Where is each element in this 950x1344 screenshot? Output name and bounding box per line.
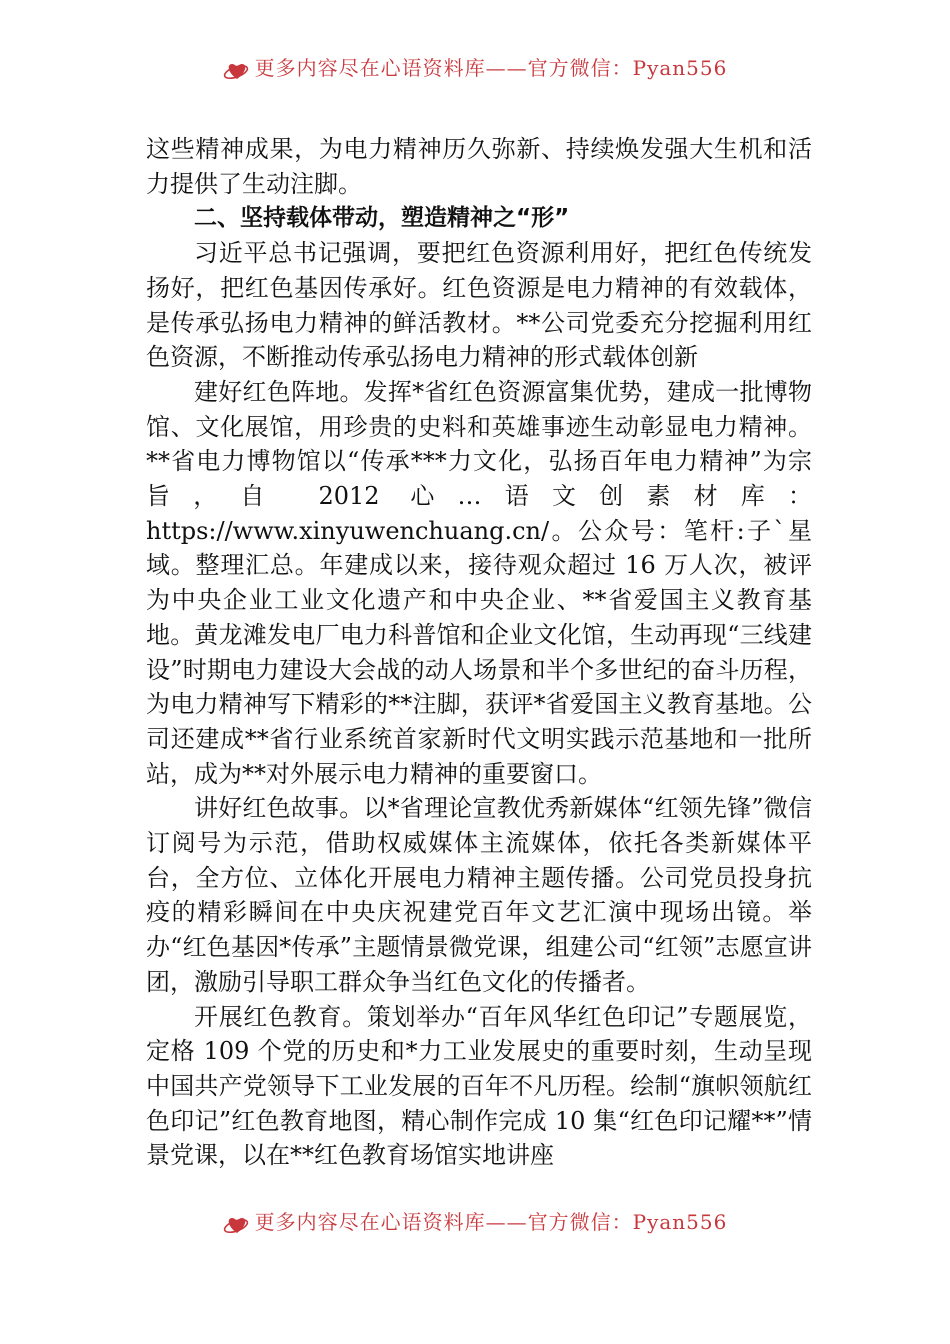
paragraph-intro: 习近平总书记强调，要把红色资源利用好，把红色传统发扬好，把红色基因传承好。红色资源是电力精神的有效载体，是传承弘扬电力精神的鲜活教材。**公司党委充分挖掘利用红色资源，不断推动传承弘扬电力精神的形式载体创新 <box>146 239 812 372</box>
heart-ring-logo-icon <box>223 59 251 83</box>
heart-ring-logo-icon <box>223 1213 251 1237</box>
paragraph-continuation: 这些精神成果，为电力精神历久弥新、持续焕发强大生机和活力提供了生动注脚。 <box>146 135 812 198</box>
header-watermark <box>0 56 950 86</box>
paragraph-red-education: 开展红色教育。策划举办“百年风华红色印记”专题展览，定格 109 个党的历史和*力工业发展史的重要时刻，生动呈现中国共产党领导下工业发展的百年不凡历程。绘制“旗帜领航红色印记”红色教育地图，精心制作完成 10 集“红色印记耀**”情景党课，以在**红色教育场馆实地讲座 <box>146 1002 812 1170</box>
paragraph-red-stories: 讲好红色故事。以*省理论宣教优秀新媒体“红领先锋”微信订阅号为示范，借助权威媒体主流媒体，依托各类新媒体平台，全方位、立体化开展电力精神主题传播。公司党员投身抗疫的精彩瞬间在中央庆祝建党百年文艺汇演中现场出镜。举办“红色基因*传承”主题情景微党课，组建公司“红领”志愿宣讲团，激励引导职工群众争当红色文化的传播者。 <box>146 794 812 996</box>
footer-watermark <box>0 1210 950 1240</box>
watermark-text: 更多内容尽在心语资料库——官方微信：Pyan556 <box>254 56 728 80</box>
paragraph-red-bases: 建好红色阵地。发挥*省红色资源富集优势，建成一批博物馆、文化展馆，用珍贵的史料和英雄事迹生动彰显电力精神。**省电力博物馆以“传承***力文化，弘扬百年电力精神”为宗旨，自 2012 心…语文创素材库：https://www.xinyuwenchuang.cn/。公众号：笔杆:子`星域。整理汇总。年建成以来，接待观众超过 16 万人次，被评为中央企业工业文化遗产和中央企业、**省爱国主义教育基地。黄龙滩发电厂电力科普馆和企业文化馆，生动再现“三线建设”时期电力建设大会战的动人场景和半个多世纪的奋斗历程，为电力精神写下精彩的**注脚，获评*省爱国主义教育基地。公司还建成**省行业系统首家新时代文明实践示范基地和一批所站，成为**对外展示电力精神的重要窗口。 <box>146 377 812 788</box>
section-heading: 二、坚持载体带动，塑造精神之“形” <box>194 205 570 232</box>
watermark-text: 更多内容尽在心语资料库——官方微信：Pyan556 <box>254 1210 728 1234</box>
document-body <box>146 132 812 1173</box>
